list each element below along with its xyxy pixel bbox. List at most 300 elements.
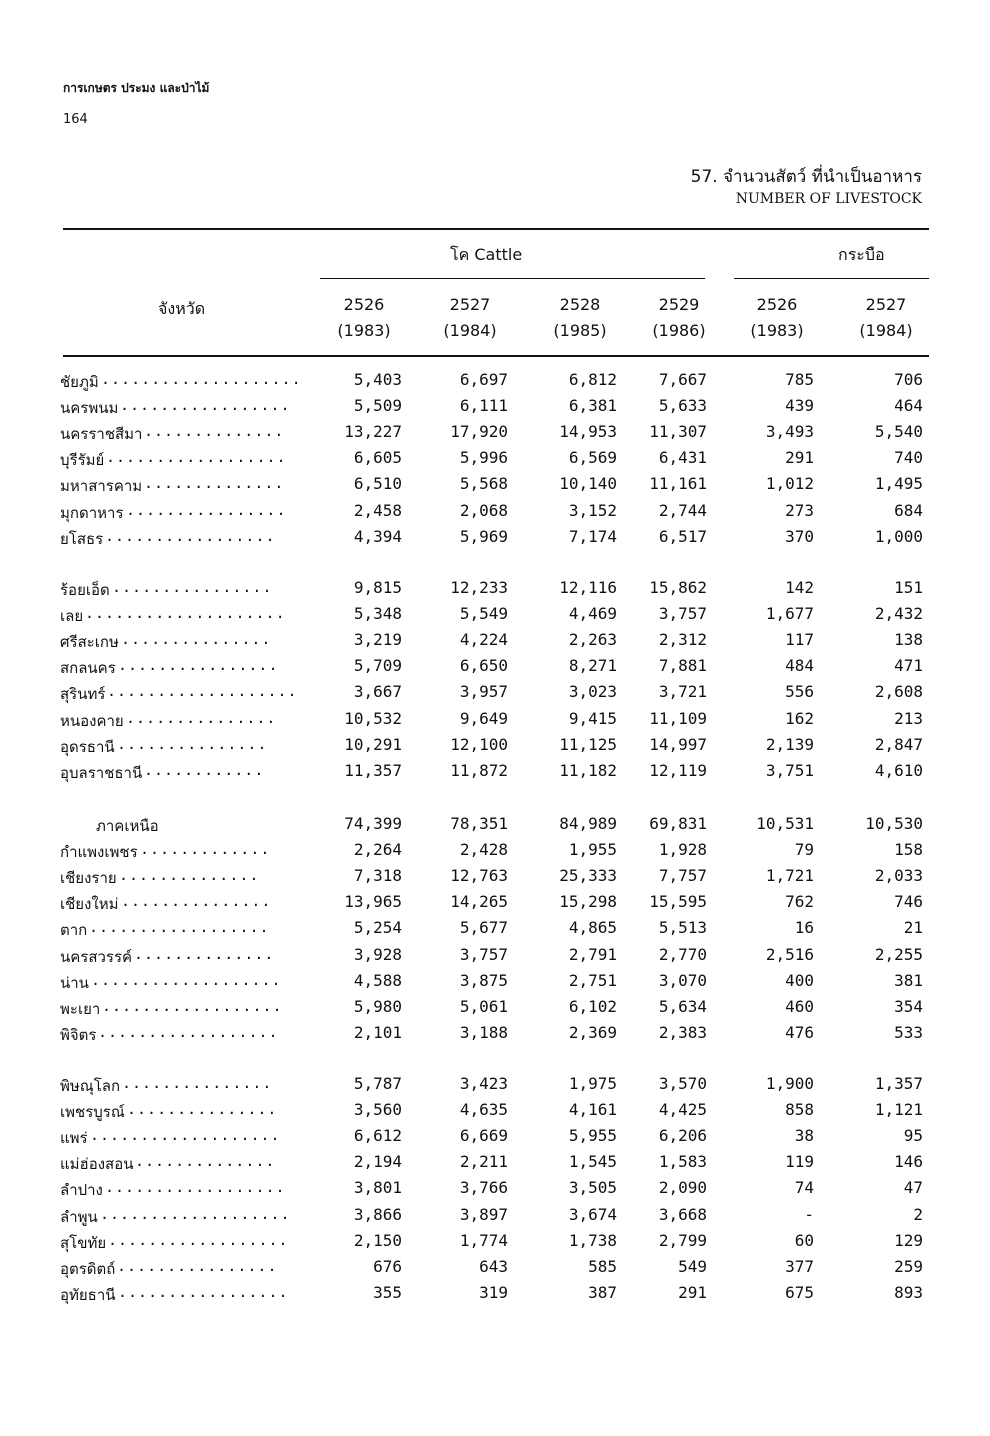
- year-ad: (1984): [859, 321, 913, 340]
- cell-value: 4,610: [874, 760, 923, 780]
- table-row: [0, 630, 990, 656]
- province-name: ลำพูน: [60, 1207, 98, 1226]
- cell-value: 381: [894, 970, 923, 990]
- cell-value: 5,969: [459, 526, 508, 546]
- table-row: [0, 1074, 990, 1100]
- province-name: อุตรดิตถ์: [60, 1259, 116, 1278]
- header-bottom-rule: [63, 355, 929, 357]
- table-row: [0, 892, 990, 918]
- table-row: [0, 918, 990, 944]
- leader-dots: ..............: [119, 866, 260, 885]
- cell-value: 142: [785, 578, 814, 597]
- cell-value: 5,634: [658, 996, 707, 1016]
- cell-value: 5,980: [353, 996, 402, 1016]
- cell-value: 3,493: [765, 422, 814, 442]
- cell-value: 7,667: [658, 370, 707, 389]
- cell-value: 2,150: [353, 1230, 402, 1250]
- cell-value: 2,847: [874, 734, 923, 754]
- table-row: [0, 1100, 990, 1126]
- leader-dots: ..............: [144, 422, 285, 441]
- cell-value: 6,206: [658, 1126, 707, 1146]
- running-header: การเกษตร ประมง และป่าไม้: [63, 81, 210, 95]
- cell-value: 471: [894, 656, 923, 676]
- cell-value: 162: [785, 708, 814, 728]
- cell-value: 9,415: [568, 708, 617, 728]
- cell-value: -: [804, 1204, 814, 1224]
- cell-value: 6,697: [459, 370, 508, 389]
- cell-value: 355: [373, 1282, 402, 1302]
- province-name: มุกดาหาร: [60, 503, 124, 522]
- table-row: [0, 396, 990, 422]
- table-subtitle: NUMBER OF LIVESTOCK: [735, 191, 922, 207]
- cell-value: 706: [894, 370, 923, 389]
- cell-value: 3,505: [568, 1178, 617, 1198]
- cell-value: 1,721: [765, 866, 814, 886]
- cell-value: 3,070: [658, 970, 707, 990]
- leader-dots: .................: [105, 526, 276, 545]
- cell-value: 12,100: [450, 734, 508, 754]
- cell-value: 3,219: [353, 630, 402, 650]
- cell-value: 14,997: [649, 734, 707, 754]
- cell-value: 2,194: [353, 1152, 402, 1172]
- table-row: [0, 474, 990, 500]
- cell-value: 2,264: [353, 840, 402, 860]
- cell-value: 2,458: [353, 500, 402, 520]
- province-name: ศรีสะเกษ: [60, 633, 119, 652]
- province-name: เชียงราย: [60, 869, 117, 888]
- cell-value: 762: [785, 892, 814, 912]
- cell-value: 6,669: [459, 1126, 508, 1146]
- cell-value: 1,975: [568, 1074, 617, 1093]
- cell-value: 12,763: [450, 866, 508, 886]
- table-row: [0, 997, 990, 1023]
- province-name: พิษณุโลก: [60, 1077, 121, 1095]
- cell-value: 400: [785, 970, 814, 990]
- cell-value: 7,881: [658, 656, 707, 676]
- cell-value: 11,109: [649, 708, 707, 728]
- year-header: [540, 292, 620, 344]
- cell-value: 387: [588, 1282, 617, 1302]
- leader-dots: ..............: [135, 1152, 276, 1171]
- top-rule: [63, 228, 929, 230]
- cell-value: 3,721: [658, 682, 707, 702]
- table-row: [0, 656, 990, 682]
- leader-dots: ...............: [127, 1100, 278, 1119]
- table-row: [0, 709, 990, 735]
- cell-value: 15,862: [649, 578, 707, 597]
- table-row: [0, 1257, 990, 1283]
- province-name: เพชรบูรณ์: [60, 1103, 125, 1122]
- table-row: [0, 370, 990, 396]
- cell-value: 4,161: [568, 1100, 617, 1120]
- table-row: [0, 866, 990, 892]
- table-row: [0, 578, 990, 604]
- year-be: 2527: [449, 295, 491, 314]
- cell-value: 549: [678, 1256, 707, 1276]
- cell-value: 12,233: [450, 578, 508, 597]
- year-header: [639, 292, 719, 344]
- cell-value: 7,318: [353, 866, 402, 886]
- year-header: [430, 292, 510, 344]
- leader-dots: ..................: [108, 1230, 289, 1249]
- cell-value: 643: [479, 1256, 508, 1276]
- cell-value: 3,668: [658, 1204, 707, 1224]
- cell-value: 4,865: [568, 918, 617, 938]
- table-title: 57. จำนวนสัตว์ ที่นำเป็นอาหาร: [690, 167, 922, 187]
- cell-value: 4,635: [459, 1100, 508, 1120]
- province-name: ชัยภูมิ: [60, 373, 99, 391]
- cell-value: 2: [913, 1204, 923, 1224]
- cell-value: 684: [894, 500, 923, 520]
- cell-value: 11,125: [559, 734, 617, 754]
- cell-value: 1,012: [765, 474, 814, 494]
- year-header: [324, 292, 404, 344]
- cell-value: 2,770: [658, 944, 707, 964]
- year-header: [737, 292, 817, 344]
- cell-value: 2,608: [874, 682, 923, 702]
- cell-value: 5,996: [459, 448, 508, 468]
- cell-value: 47: [903, 1178, 923, 1198]
- cell-value: 79: [794, 840, 814, 860]
- cell-value: 6,517: [658, 526, 707, 546]
- cell-value: 10,531: [756, 814, 814, 833]
- cell-value: 273: [785, 500, 814, 520]
- cell-value: 60: [794, 1230, 814, 1250]
- cell-value: 2,369: [568, 1022, 617, 1042]
- cell-value: 3,023: [568, 682, 617, 702]
- province-name: อุทัยธานี: [60, 1285, 116, 1304]
- cell-value: 2,516: [765, 944, 814, 964]
- leader-dots: ...............: [121, 630, 272, 649]
- cell-value: 291: [678, 1282, 707, 1302]
- cell-value: 1,900: [765, 1074, 814, 1093]
- cell-value: 4,588: [353, 970, 402, 990]
- cell-value: 10,291: [344, 734, 402, 754]
- cell-value: 370: [785, 526, 814, 546]
- cell-value: 354: [894, 996, 923, 1016]
- table-row: [0, 1205, 990, 1231]
- cell-value: 129: [894, 1230, 923, 1250]
- cell-value: 675: [785, 1282, 814, 1302]
- year-be: 2526: [343, 295, 385, 314]
- province-name: พะเยา: [60, 999, 101, 1018]
- year-be: 2528: [559, 295, 601, 314]
- cell-value: 3,674: [568, 1204, 617, 1224]
- cell-value: 78,351: [450, 814, 508, 833]
- leader-dots: ..................: [89, 918, 270, 937]
- table-row: [0, 1231, 990, 1257]
- cell-value: 16: [794, 918, 814, 938]
- province-name: แพร่: [60, 1129, 88, 1148]
- cell-value: 533: [894, 1022, 923, 1042]
- cell-value: 15,595: [649, 892, 707, 912]
- cell-value: 6,381: [568, 396, 617, 416]
- cell-value: 5,677: [459, 918, 508, 938]
- cell-value: 14,265: [450, 892, 508, 912]
- province-name: ตาก: [60, 921, 88, 940]
- cell-value: 3,751: [765, 760, 814, 780]
- cell-value: 484: [785, 656, 814, 676]
- leader-dots: ................: [126, 500, 287, 519]
- cell-value: 3,928: [353, 944, 402, 964]
- table-row: [0, 840, 990, 866]
- cell-value: 460: [785, 996, 814, 1016]
- table-row: [0, 945, 990, 971]
- cell-value: 5,061: [459, 996, 508, 1016]
- year-ad: (1985): [553, 321, 607, 340]
- cell-value: 2,090: [658, 1178, 707, 1198]
- cell-value: 2,255: [874, 944, 923, 964]
- cell-value: 6,812: [568, 370, 617, 389]
- region-subtotal-row: [0, 814, 990, 840]
- table-row: [0, 682, 990, 708]
- leader-dots: ...................: [107, 682, 298, 701]
- cell-value: 785: [785, 370, 814, 389]
- cell-value: 11,357: [344, 760, 402, 780]
- leader-dots: ..................: [102, 996, 283, 1015]
- leader-dots: .................: [118, 1282, 289, 1301]
- cell-value: 3,766: [459, 1178, 508, 1198]
- cell-value: 14,953: [559, 422, 617, 442]
- cell-value: 151: [894, 578, 923, 597]
- cell-value: 21: [903, 918, 923, 938]
- cell-value: 858: [785, 1100, 814, 1120]
- leader-dots: ..................: [106, 448, 287, 467]
- leader-dots: ...................: [91, 970, 282, 989]
- year-be: 2527: [865, 295, 907, 314]
- cell-value: 1,495: [874, 474, 923, 494]
- cell-value: 585: [588, 1256, 617, 1276]
- table-row: [0, 501, 990, 527]
- table-row: [0, 761, 990, 787]
- province-name: สุรินทร์: [60, 685, 106, 704]
- cell-value: 3,957: [459, 682, 508, 702]
- cell-value: 12,116: [559, 578, 617, 597]
- province-name: เชียงใหม่: [60, 895, 119, 914]
- leader-dots: ...............: [126, 708, 277, 727]
- province-header: จังหวัด: [158, 299, 206, 318]
- group-header-buffalo: กระบือ: [838, 245, 885, 264]
- leader-dots: ................: [112, 578, 273, 596]
- cell-value: 3,152: [568, 500, 617, 520]
- cell-value: 6,569: [568, 448, 617, 468]
- leader-dots: ..............: [134, 944, 275, 963]
- cell-value: 2,428: [459, 840, 508, 860]
- province-name: มหาสารคาม: [60, 477, 143, 496]
- cell-value: 1,000: [874, 526, 923, 546]
- cell-value: 11,182: [559, 760, 617, 780]
- cell-value: 5,254: [353, 918, 402, 938]
- page-number: 164: [63, 112, 88, 127]
- cell-value: 69,831: [649, 814, 707, 833]
- cell-value: 4,224: [459, 630, 508, 650]
- province-name: สกลนคร: [60, 659, 116, 678]
- cell-value: 3,801: [353, 1178, 402, 1198]
- province-name: หนองคาย: [60, 711, 124, 730]
- table-row: [0, 422, 990, 448]
- cell-value: 377: [785, 1256, 814, 1276]
- table-row: [0, 1023, 990, 1049]
- cell-value: 2,263: [568, 630, 617, 650]
- cell-value: 10,140: [559, 474, 617, 494]
- cell-value: 8,271: [568, 656, 617, 676]
- leader-dots: ..............: [144, 474, 285, 493]
- cell-value: 6,510: [353, 474, 402, 494]
- cell-value: 15,298: [559, 892, 617, 912]
- province-name: บุรีรัมย์: [60, 451, 105, 470]
- province-name: กำแพงเพชร: [60, 843, 138, 862]
- cell-value: 146: [894, 1152, 923, 1172]
- cell-value: 5,955: [568, 1126, 617, 1146]
- cell-value: 213: [894, 708, 923, 728]
- cell-value: 556: [785, 682, 814, 702]
- cell-value: 3,667: [353, 682, 402, 702]
- table-row: [0, 1126, 990, 1152]
- group-header-cattle: โค Cattle: [450, 245, 523, 264]
- province-name: น่าน: [60, 973, 89, 992]
- cell-value: 1,545: [568, 1152, 617, 1172]
- leader-dots: ................: [118, 656, 279, 675]
- cell-value: 2,101: [353, 1022, 402, 1042]
- cell-value: 1,357: [874, 1074, 923, 1093]
- cell-value: 1,955: [568, 840, 617, 860]
- cell-value: 5,709: [353, 656, 402, 676]
- province-name: เลย: [60, 607, 84, 626]
- cell-value: 2,432: [874, 604, 923, 624]
- cell-value: 5,549: [459, 604, 508, 624]
- cell-value: 11,307: [649, 422, 707, 442]
- cell-value: 2,383: [658, 1022, 707, 1042]
- cell-value: 319: [479, 1282, 508, 1302]
- table-row: [0, 1283, 990, 1309]
- cell-value: 158: [894, 840, 923, 860]
- cell-value: 3,188: [459, 1022, 508, 1042]
- cell-value: 3,875: [459, 970, 508, 990]
- table-row: [0, 448, 990, 474]
- cell-value: 5,348: [353, 604, 402, 624]
- province-name: แม่ฮ่องสอน: [60, 1155, 134, 1174]
- leader-dots: ..................: [105, 1178, 286, 1197]
- cell-value: 138: [894, 630, 923, 650]
- table-row: [0, 971, 990, 997]
- cattle-span-rule: [320, 278, 705, 279]
- province-name: สุโขทัย: [60, 1233, 107, 1252]
- cell-value: 291: [785, 448, 814, 468]
- table-row: [0, 1152, 990, 1178]
- province-name: ร้อยเอ็ด: [60, 581, 110, 599]
- cell-value: 38: [794, 1126, 814, 1146]
- cell-value: 464: [894, 396, 923, 416]
- cell-value: 12,119: [649, 760, 707, 780]
- cell-value: 25,333: [559, 866, 617, 886]
- cell-value: 1,738: [568, 1230, 617, 1250]
- year-ad: (1983): [337, 321, 391, 340]
- cell-value: 95: [903, 1126, 923, 1146]
- cell-value: 9,815: [353, 578, 402, 597]
- year-be: 2526: [756, 295, 798, 314]
- cell-value: 10,532: [344, 708, 402, 728]
- cell-value: 1,677: [765, 604, 814, 624]
- cell-value: 5,568: [459, 474, 508, 494]
- cell-value: 6,102: [568, 996, 617, 1016]
- year-ad: (1983): [750, 321, 804, 340]
- year-ad: (1986): [652, 321, 706, 340]
- leader-dots: ....................: [85, 604, 286, 623]
- table-row: [0, 1178, 990, 1204]
- cell-value: 119: [785, 1152, 814, 1172]
- cell-value: 439: [785, 396, 814, 416]
- cell-value: 3,423: [459, 1074, 508, 1093]
- cell-value: 893: [894, 1282, 923, 1302]
- year-be: 2529: [658, 295, 700, 314]
- cell-value: 3,757: [459, 944, 508, 964]
- cell-value: 13,227: [344, 422, 402, 442]
- cell-value: 74,399: [344, 814, 402, 833]
- leader-dots: ....................: [101, 370, 302, 388]
- cell-value: 11,872: [450, 760, 508, 780]
- cell-value: 7,174: [568, 526, 617, 546]
- leader-dots: .................: [120, 396, 291, 415]
- leader-dots: ............: [144, 760, 265, 779]
- cell-value: 676: [373, 1256, 402, 1276]
- cell-value: 5,403: [353, 370, 402, 389]
- province-name: ลำปาง: [60, 1181, 103, 1200]
- leader-dots: ...............: [121, 892, 272, 911]
- province-name: ยโสธร: [60, 529, 104, 548]
- cell-value: 9,649: [459, 708, 508, 728]
- cell-value: 13,965: [344, 892, 402, 912]
- cell-value: 10,530: [865, 814, 923, 833]
- cell-value: 1,928: [658, 840, 707, 860]
- cell-value: 5,540: [874, 422, 923, 442]
- cell-value: 3,757: [658, 604, 707, 624]
- province-name: นครพนม: [60, 399, 119, 418]
- cell-value: 1,774: [459, 1230, 508, 1250]
- cell-value: 84,989: [559, 814, 617, 833]
- cell-value: 3,897: [459, 1204, 508, 1224]
- leader-dots: ...................: [100, 1204, 291, 1223]
- cell-value: 6,431: [658, 448, 707, 468]
- cell-value: 3,570: [658, 1074, 707, 1093]
- cell-value: 2,751: [568, 970, 617, 990]
- cell-value: 5,787: [353, 1074, 402, 1093]
- cell-value: 1,121: [874, 1100, 923, 1120]
- cell-value: 746: [894, 892, 923, 912]
- cell-value: 2,139: [765, 734, 814, 754]
- cell-value: 259: [894, 1256, 923, 1276]
- province-name: นครสวรรค์: [60, 947, 133, 966]
- cell-value: 6,612: [353, 1126, 402, 1146]
- leader-dots: ...................: [90, 1126, 281, 1145]
- cell-value: 74: [794, 1178, 814, 1198]
- cell-value: 5,509: [353, 396, 402, 416]
- cell-value: 5,513: [658, 918, 707, 938]
- leader-dots: ..................: [98, 1022, 279, 1041]
- cell-value: 2,312: [658, 630, 707, 650]
- cell-value: 17,920: [450, 422, 508, 442]
- cell-value: 4,469: [568, 604, 617, 624]
- province-name: อุบลราชธานี: [60, 763, 143, 782]
- cell-value: 2,791: [568, 944, 617, 964]
- cell-value: 2,211: [459, 1152, 508, 1172]
- cell-value: 2,068: [459, 500, 508, 520]
- cell-value: 1,583: [658, 1152, 707, 1172]
- cell-value: 11,161: [649, 474, 707, 494]
- cell-value: 3,866: [353, 1204, 402, 1224]
- province-name: พิจิตร: [60, 1025, 97, 1044]
- cell-value: 5,633: [658, 396, 707, 416]
- cell-value: 740: [894, 448, 923, 468]
